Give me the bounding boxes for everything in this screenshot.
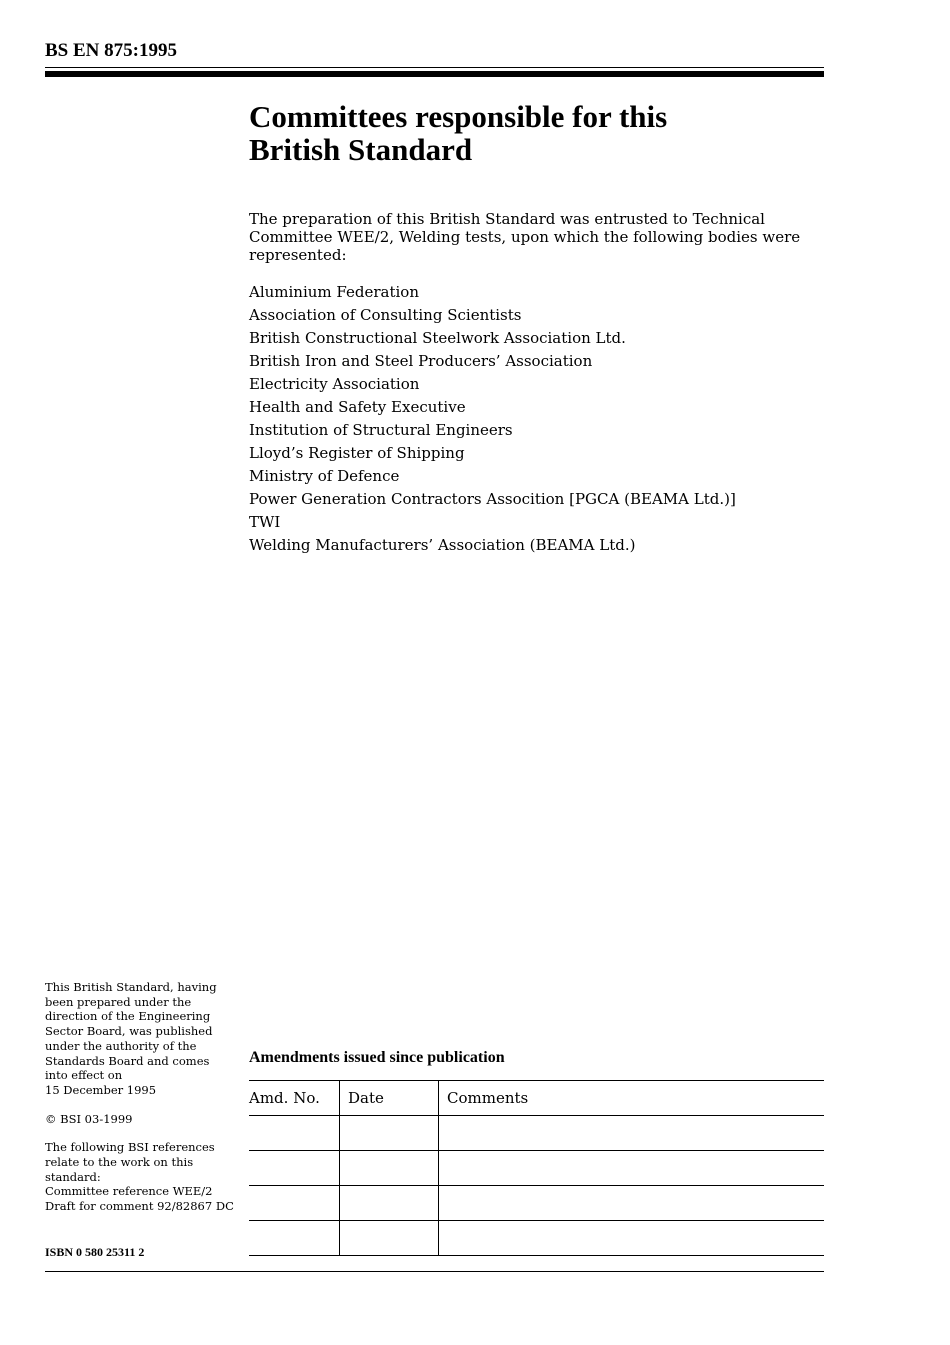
cell-date (340, 1221, 439, 1256)
isbn: ISBN 0 580 25311 2 (45, 1245, 145, 1259)
page-title (249, 100, 809, 166)
list-item: British Constructional Steelwork Association Ltd. (249, 329, 626, 347)
amendments-table (249, 1080, 824, 1256)
member-bodies-list (249, 281, 824, 557)
list-item: Power Generation Contractors Assocition [PGCA (BEAMA Ltd.)] (249, 490, 736, 508)
table-row (249, 1186, 824, 1221)
table-row (249, 1116, 824, 1151)
publication-sidebar (45, 980, 245, 1214)
cell-date (340, 1186, 439, 1221)
reference-line: Committee reference WEE/2 (45, 1184, 213, 1199)
publication-line: into effect on (45, 1068, 123, 1083)
table-row (249, 1151, 824, 1186)
publication-note (45, 980, 245, 1098)
list-item: British Iron and Steel Producers’ Association (249, 352, 593, 370)
list-item: Aluminium Federation (249, 283, 419, 301)
reference-line: standard: (45, 1169, 101, 1184)
list-item: Association of Consulting Scientists (249, 306, 522, 324)
header-rule-thin (45, 67, 824, 68)
publication-line: 15 December 1995 (45, 1082, 157, 1097)
cell-comments (439, 1151, 825, 1186)
publication-line: Sector Board, was published (45, 1024, 213, 1039)
publication-line: direction of the Engineering (45, 1009, 211, 1024)
column-header-amd-no: Amd. No. (249, 1081, 340, 1116)
copyright-notice: © BSI 03-1999 (45, 1111, 133, 1126)
publication-line: This British Standard, having (45, 980, 217, 994)
list-item: Welding Manufacturers’ Association (BEAMA Ltd.) (249, 536, 636, 554)
document-code: BS EN 875:1995 (45, 40, 177, 61)
reference-line: relate to the work on this (45, 1155, 194, 1170)
list-item: Ministry of Defence (249, 467, 400, 485)
title-line-2: British Standard (249, 132, 473, 167)
list-item: Lloyd’s Register of Shipping (249, 444, 465, 462)
list-item: Electricity Association (249, 375, 420, 393)
amendments-title: Amendments issued since publication (249, 1049, 505, 1066)
cell-amd-no (249, 1116, 340, 1151)
list-item: TWI (249, 513, 281, 531)
footer-rule (45, 1271, 824, 1272)
publication-line: been prepared under the (45, 994, 192, 1009)
cell-comments (439, 1221, 825, 1256)
intro-paragraph: The preparation of this British Standard was entrusted to Technical Committee WEE/2, Welding tests, upon which the following bodies were represented: (249, 210, 801, 264)
publication-line: Standards Board and comes (45, 1053, 210, 1068)
table-header-row (249, 1081, 824, 1116)
list-item: Institution of Structural Engineers (249, 421, 513, 439)
title-line-1: Committees responsible for this (249, 99, 668, 134)
reference-line: Draft for comment 92/82867 DC (45, 1199, 234, 1214)
cell-amd-no (249, 1151, 340, 1186)
publication-line: under the authority of the (45, 1038, 197, 1053)
column-header-comments: Comments (439, 1081, 825, 1116)
reference-line: The following BSI references (45, 1140, 215, 1155)
cell-amd-no (249, 1221, 340, 1256)
cell-amd-no (249, 1186, 340, 1221)
cell-date (340, 1116, 439, 1151)
cell-comments (439, 1186, 825, 1221)
table-row (249, 1221, 824, 1256)
bsi-references (45, 1140, 245, 1214)
cell-comments (439, 1116, 825, 1151)
column-header-date: Date (340, 1081, 439, 1116)
header-rule-thick (45, 71, 824, 77)
cell-date (340, 1151, 439, 1186)
list-item: Health and Safety Executive (249, 398, 466, 416)
